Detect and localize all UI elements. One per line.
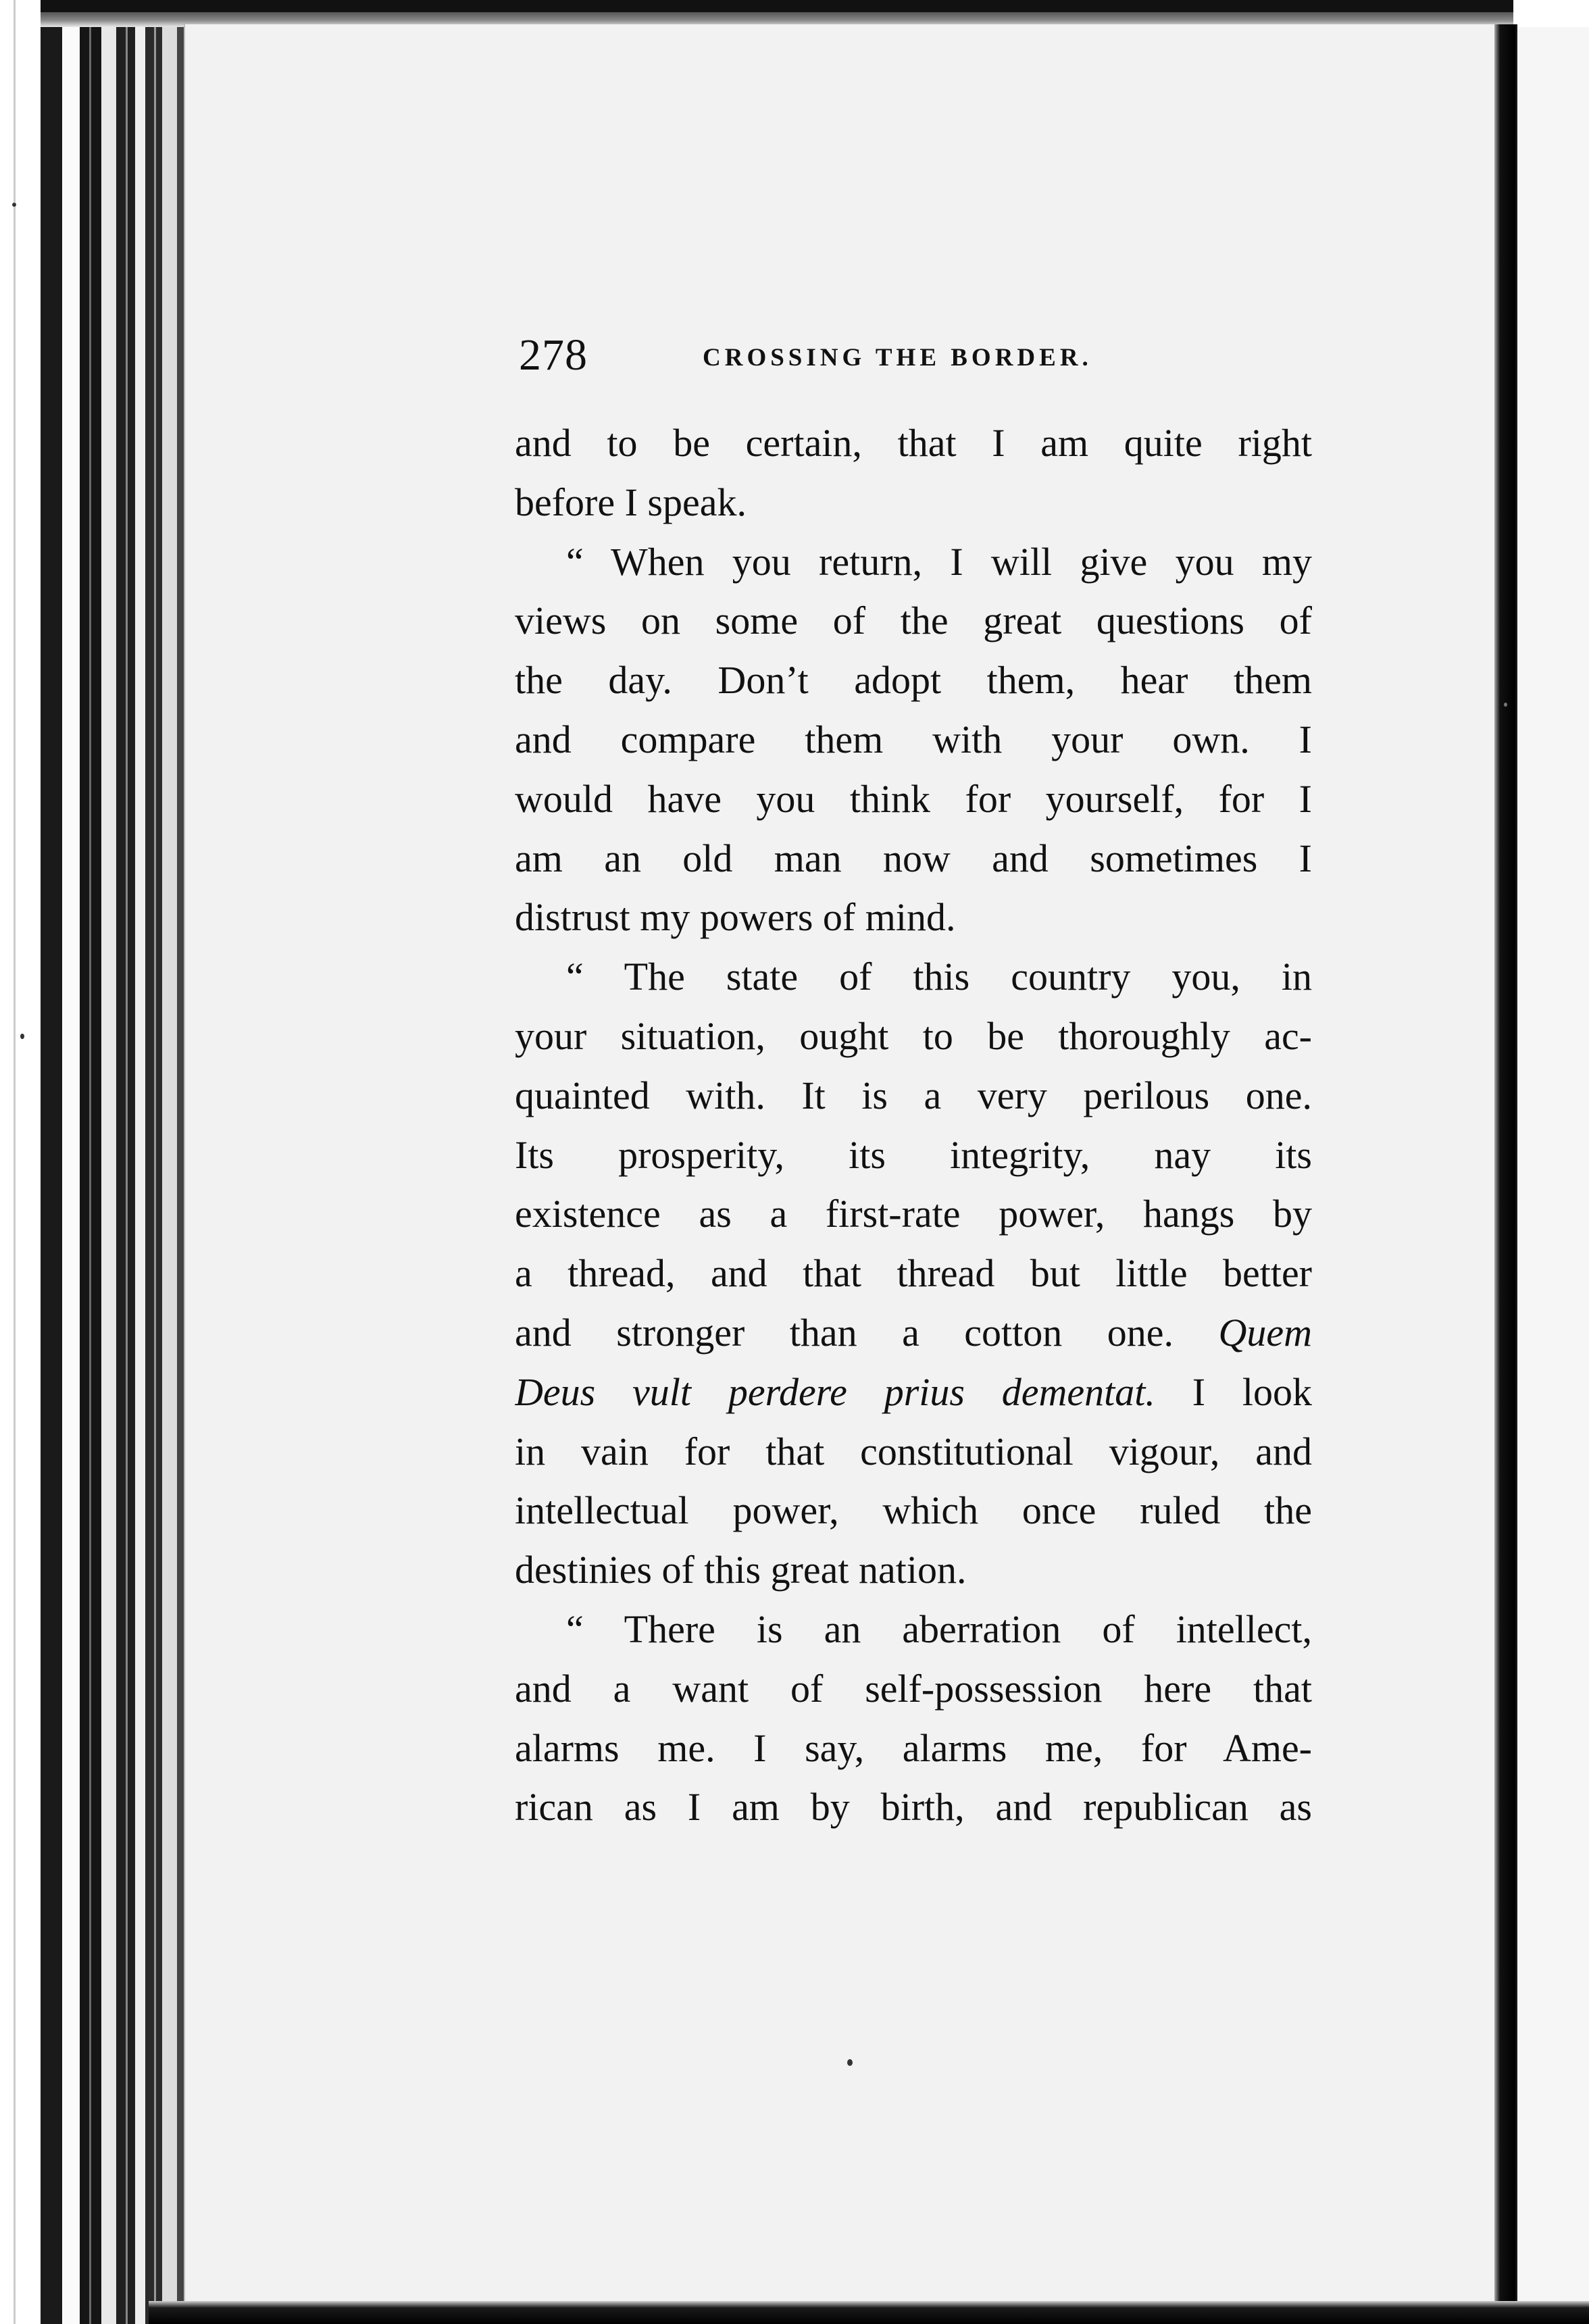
text-line-mixed [515, 1363, 1312, 1422]
text-line: am an old man now and sometimes I [515, 836, 1312, 880]
text-segment: I look [1192, 1369, 1312, 1414]
latin-phrase-start: Quem [1218, 1310, 1312, 1355]
text-line: Its prosperity, its integrity, nay its [515, 1132, 1312, 1177]
scan-speck [12, 203, 16, 207]
scan-speck [1504, 703, 1507, 707]
bottom-page-edge [149, 2301, 1589, 2324]
text-line: intellectual power, which once ruled the [515, 1488, 1312, 1533]
text-line: distrust my powers of mind. [515, 895, 956, 940]
text-line: “ When you return, I will give you my [566, 539, 1312, 584]
next-page-sliver [1517, 27, 1589, 2324]
text-line: and compare them with your own. I [515, 717, 1312, 761]
text-line: a thread, and that thread but little better [515, 1251, 1312, 1296]
text-line: in vain for that constitutional vigour, and [515, 1429, 1312, 1473]
text-segment: and stronger than a cotton one. [515, 1310, 1174, 1355]
latin-phrase: Deus vult perdere prius dementat. [515, 1369, 1155, 1414]
text-line: rican as I am by birth, and republican as [515, 1785, 1312, 1829]
text-line: and a want of self-possession here that [515, 1666, 1312, 1711]
body-text [515, 413, 1312, 1837]
scan-speck [20, 1034, 24, 1039]
text-line: “ There is an aberration of intellect, [566, 1607, 1312, 1651]
book-binding-edge [0, 0, 196, 2324]
text-line: views on some of the great questions of [515, 599, 1312, 643]
page-number: 278 [519, 330, 588, 380]
text-line: destinies of this great nation. [515, 1548, 967, 1592]
text-line: your situation, ought to be thoroughly ac- [515, 1013, 1312, 1058]
top-page-edge [41, 0, 1513, 27]
running-title: CROSSING THE BORDER. [703, 344, 1092, 372]
scan-speck [847, 2059, 853, 2066]
running-head [519, 330, 1316, 384]
text-line: existence as a first-rate power, hangs by [515, 1192, 1312, 1236]
right-page-edge [1494, 24, 1517, 2315]
text-line: alarms me. I say, alarms me, for Ame- [515, 1725, 1312, 1770]
text-line-mixed [515, 1303, 1312, 1363]
text-line: “ The state of this country you, in [566, 955, 1312, 999]
text-line: before I speak. [515, 480, 747, 524]
text-line: and to be certain, that I am quite right [515, 421, 1312, 465]
text-line: would have you think for yourself, for I [515, 776, 1312, 821]
text-line: the day. Don’t adopt them, hear them [515, 658, 1312, 703]
text-line: quainted with. It is a very perilous one. [515, 1073, 1312, 1117]
